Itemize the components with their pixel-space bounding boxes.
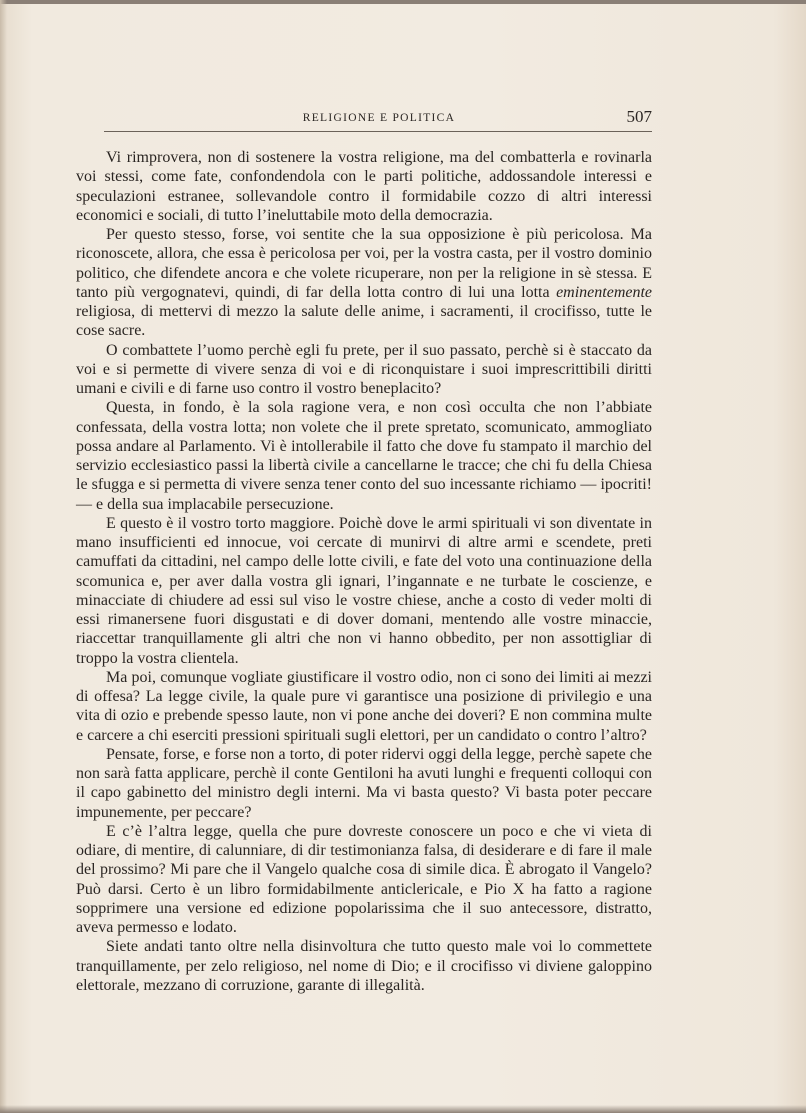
paragraph-1: Vi rimprovera, non di sostenere la vostra religione, ma del combatterla e rovinarla voi stessi, come fate, confondendola con le parti politiche, addossandole interessi e speculazioni estranee, sollevandole contro il formidabile cozzo di altri interessi economici e sociali, di tutto l’ineluttabile moto della democrazia. bbox=[76, 149, 652, 224]
page-number: 507 bbox=[626, 107, 652, 126]
header-rule bbox=[104, 131, 652, 132]
page-top-edge bbox=[0, 0, 806, 4]
running-head bbox=[104, 106, 654, 134]
paragraph-2-lead: Per questo stesso, forse, voi sentite che la sua opposizione è più pericolosa. Ma riconoscete, allora, che essa è pericolosa per voi, per la vostra casta, per il vostro dominio politico, che difendete ancora e che volete ricuperare, non per la religione in sè stessa. E tanto più vergognatevi, quindi, di far della lotta contro di lui una lotta bbox=[76, 226, 652, 301]
paragraph-6: Ma poi, comunque vogliate giustificare il vostro odio, non ci sono dei limiti ai mezzi di offesa? La legge civile, la quale pure vi garantisce una posizione di privilegio e una vita di ozio e prebende spesso laute, non vi pone anche dei doveri? E non commina multe e carcere a chi eserciti pressioni spirituali sugli elettori, per un candidato o contro l’altro? bbox=[76, 668, 652, 744]
body-text bbox=[76, 148, 652, 995]
paragraph-2 bbox=[76, 225, 652, 341]
running-title: RELIGIONE E POLITICA bbox=[302, 112, 456, 124]
page-left-edge bbox=[0, 0, 7, 1113]
paragraph-4: Questa, in fondo, è la sola ragione vera, e non così occulta che non l’abbiate confessata, della vostra lotta; non volete che il prete spretato, scomunicato, ammogliato possa andare al Parlamento. Vi è intollerabile il fatto che dove fu stampato il marchio del servizio ecclesiastico passi la libertà civile a cancellarne le tracce; che chi fu della Chiesa le sfugga e si permetta di vivere senza tener conto del suo incessante richiamo — ipocriti! — e della sua implacabile persecuzione. bbox=[76, 399, 652, 513]
paragraph-2-tail: religiosa, di mettervi di mezzo la salute delle anime, i sacramenti, il crocifisso, tutte le cose sacre. bbox=[76, 303, 652, 340]
paragraph-5: E questo è il vostro torto maggiore. Poichè dove le armi spirituali vi son diventate in mano insufficienti ed innocue, voi cercate di munirvi di altre armi e scendete, preti camuffati da cittadini, nel campo delle lotte civili, e fate del voto una continuazione della scomunica e, per aver dalla vostra gli ignari, l’ingannate e ne turbate le coscienze, e minacciate di chiudere ad essi sul viso le vostre chiese, anche a costo di veder molti di essi rimanersene fuori disgustati e di dover domani, mentendo alle vostre minaccie, riaccettar tranquillamente gli altri che non vi hanno obbedito, per non assottigliar di troppo la vostra clientela. bbox=[76, 514, 652, 667]
paragraph-9: Siete andati tanto oltre nella disinvoltura che tutto questo male voi lo commettete tranquillamente, per zelo religioso, nel nome di Dio; e il crocifisso vi diviene galoppino elettorale, mezzano di corruzione, garante di illegalità. bbox=[76, 938, 652, 994]
page-bottom-edge bbox=[0, 1105, 806, 1113]
paragraph-7: Pensate, forse, e forse non a torto, di poter ridervi oggi della legge, perchè sapete che non sarà fatta applicare, perchè il conte Gentiloni ha avuti lunghi e frequenti colloqui con il capo gabinetto del ministro degli interni. Ma vi basta questo? Vi basta poter peccare impunemente, per peccare? bbox=[76, 745, 652, 821]
italic-emphasis: eminentemente bbox=[556, 283, 653, 301]
paragraph-3: O combattete l’uomo perchè egli fu prete, per il suo passato, perchè si è staccato da voi e si permette di vivere senza di voi e di riconquistare i suoi imprescrittibili diritti umani e civili e di farne uso contro il vostro beneplacito? bbox=[76, 341, 652, 397]
paragraph-8: E c’è l’altra legge, quella che pure dovreste conoscere un poco e che vi vieta di odiare, di mentire, di calunniare, di dir testimonianza falsa, di desiderare e di fare il male del prossimo? Mi pare che il Vangelo qualche cosa di simile dica. È abrogato il Vangelo? Può darsi. Certo è un libro formidabilmente anticlericale, e Pio X ha fatto a ragione sopprimere una versione ed edizione popolarissima che il suo antecessore, distratto, aveva permesso e lodato. bbox=[76, 822, 652, 936]
